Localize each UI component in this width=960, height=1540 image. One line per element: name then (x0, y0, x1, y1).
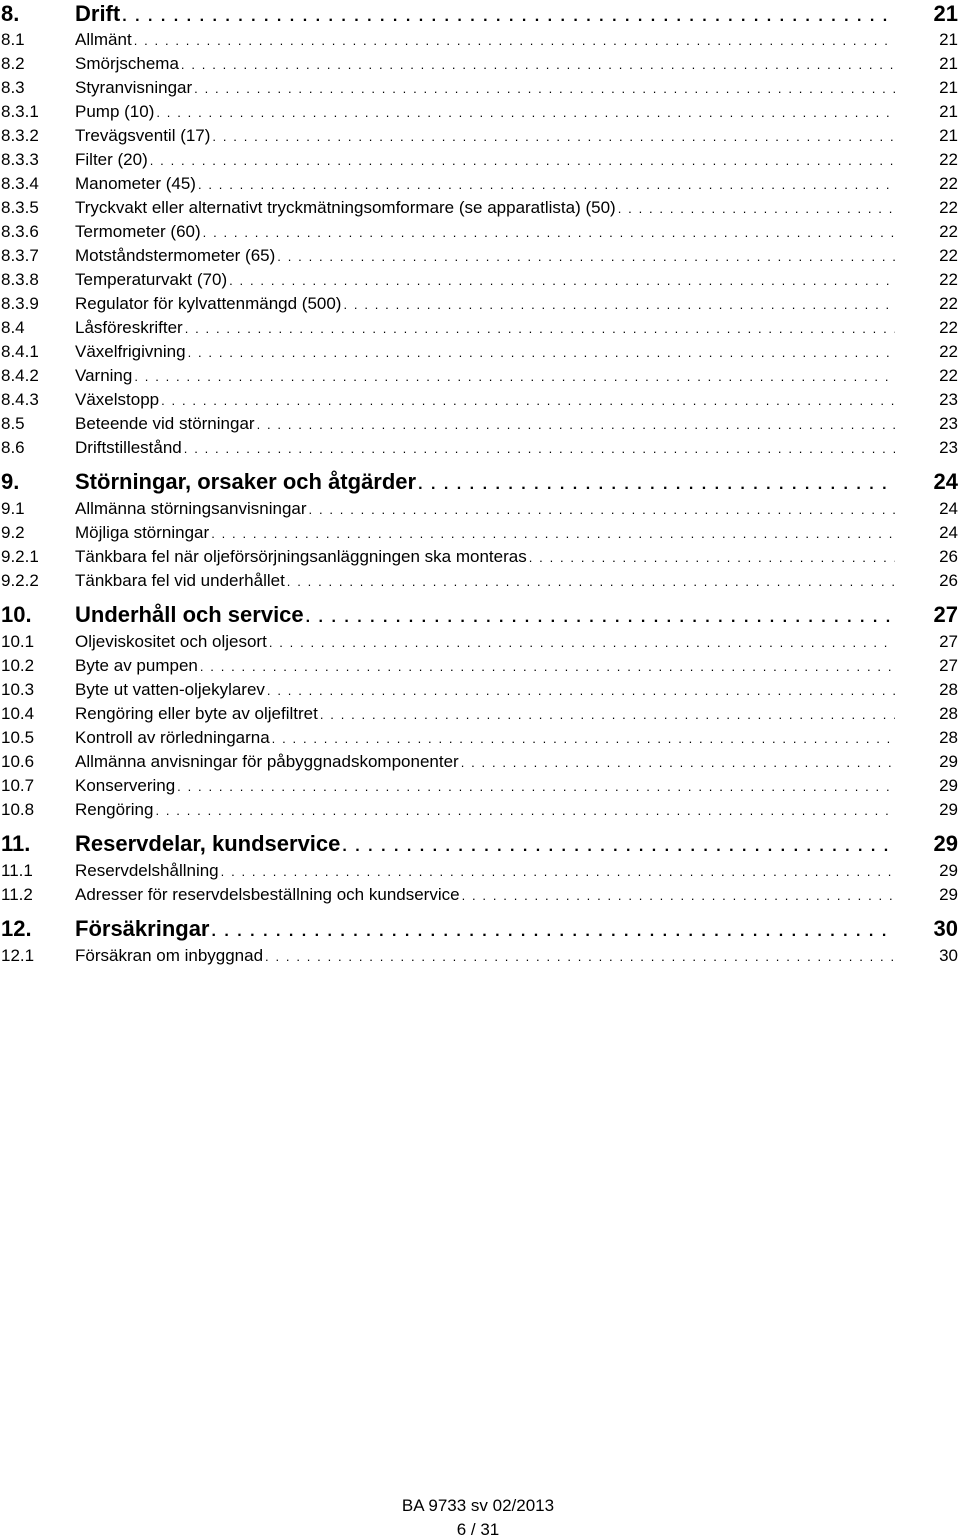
toc-dot-leader (203, 221, 895, 245)
toc-page-number: 29 (939, 800, 958, 819)
document-id: BA 9733 sv 02/2013 (401, 1496, 555, 1515)
toc-section-number: 8.6 (1, 438, 25, 457)
toc-section-title[interactable]: Allmänna störningsanvisningar (75, 499, 307, 518)
toc-title-line (75, 944, 895, 969)
toc-dot-leader (418, 471, 895, 499)
toc-page-number: 23 (939, 414, 958, 433)
toc-title-line (75, 702, 895, 727)
toc-page-number: 24 (933, 469, 958, 494)
toc-section-number: 11.1 (1, 861, 33, 880)
toc-entry-row[interactable] (0, 497, 960, 521)
toc-page-number: 22 (939, 366, 958, 385)
toc-section-title[interactable]: Allmänt (75, 30, 132, 49)
toc-title-line (75, 316, 895, 341)
toc-section-number: 8. (1, 1, 20, 26)
toc-entry-row[interactable] (0, 630, 960, 654)
toc-dot-leader (277, 245, 895, 269)
toc-title-line (75, 412, 895, 437)
toc-section-title[interactable]: Temperaturvakt (70) (75, 270, 228, 289)
toc-entry-row[interactable] (0, 521, 960, 545)
toc-section-title[interactable]: Driftstillestånd (75, 438, 182, 457)
toc-entry-row[interactable] (0, 436, 960, 460)
toc-section-number: 8.3.4 (1, 174, 39, 193)
toc-dot-leader (212, 918, 896, 946)
toc-section-number: 9. (1, 469, 20, 494)
toc-section-number: 9.2.2 (1, 571, 39, 590)
toc-title-line (75, 100, 895, 125)
toc-section-number: 9.2.1 (1, 547, 39, 566)
toc-entry-row[interactable] (0, 412, 960, 436)
toc-section-title[interactable]: Försäkringar (75, 916, 210, 941)
toc-section-title[interactable]: Regulator för kylvattenmängd (500) (75, 294, 342, 313)
toc-entry-row[interactable] (0, 220, 960, 244)
toc-section-title[interactable]: Reservdelar, kundservice (75, 831, 341, 856)
toc-section-title[interactable]: Oljeviskositet och oljesort (75, 632, 267, 651)
toc-dot-leader (194, 77, 895, 101)
toc-dot-leader (134, 365, 895, 389)
toc-dot-leader (221, 860, 895, 884)
toc-section-number: 8.3.6 (1, 222, 39, 241)
toc-chapter-row[interactable] (0, 915, 960, 943)
toc-section-number: 11.2 (1, 885, 33, 904)
toc-section-title[interactable]: Möjliga störningar (75, 523, 210, 542)
toc-section-title[interactable]: Konservering (75, 776, 176, 795)
toc-section-title[interactable]: Tänkbara fel vid underhållet (75, 571, 285, 590)
toc-dot-leader (265, 945, 895, 969)
toc-section-number: 12. (1, 916, 32, 941)
toc-dot-leader (343, 293, 895, 317)
toc-page-number: 30 (939, 946, 958, 965)
toc-page-number: 26 (939, 571, 958, 590)
toc-dot-leader (134, 29, 895, 53)
toc-page-number: 27 (939, 656, 958, 675)
toc-page-number: 28 (939, 728, 958, 747)
toc-section-title[interactable]: Motståndstermometer (65) (75, 246, 276, 265)
toc-page-number: 29 (939, 885, 958, 904)
toc-entry-row[interactable] (0, 244, 960, 268)
toc-section-title[interactable]: Byte ut vatten-oljekylarev (75, 680, 265, 699)
toc-section-number: 9.1 (1, 499, 25, 518)
toc-entry-row[interactable] (0, 364, 960, 388)
toc-entry-row[interactable] (0, 316, 960, 340)
toc-page-number: 22 (939, 174, 958, 193)
toc-section-number: 10.7 (1, 776, 35, 795)
toc-entry-row[interactable] (0, 124, 960, 148)
toc-section-title[interactable]: Rengöring eller byte av oljefiltret (75, 704, 318, 723)
toc-chapter-row[interactable] (0, 601, 960, 629)
toc-dot-leader (267, 679, 895, 703)
toc-page-number: 21 (939, 102, 958, 121)
toc-entry-row[interactable] (0, 774, 960, 798)
toc-entry-row[interactable] (0, 726, 960, 750)
toc-page-number: 21 (939, 54, 958, 73)
toc-section-title[interactable]: Reservdelshållning (75, 861, 219, 880)
toc-dot-leader (462, 884, 895, 908)
toc-entry-row[interactable] (0, 148, 960, 172)
toc-dot-leader (269, 631, 895, 655)
toc-page-number: 24 (939, 499, 958, 518)
toc-title-line (75, 497, 895, 522)
toc-section-title[interactable]: Manometer (45) (75, 174, 196, 193)
toc-page-number: 22 (939, 270, 958, 289)
toc-dot-leader (309, 498, 895, 522)
toc-dot-leader (212, 125, 895, 149)
toc-section-title[interactable]: Styranvisningar (75, 78, 193, 97)
toc-section-title[interactable]: Smörjschema (75, 54, 179, 73)
toc-dot-leader (155, 799, 895, 823)
toc-section-title[interactable]: Underhåll och service (75, 602, 304, 627)
toc-title-line (75, 268, 895, 293)
toc-entry-row[interactable] (0, 76, 960, 100)
toc-title-line (75, 859, 895, 884)
toc-section-title[interactable]: Kontroll av rörledningarna (75, 728, 270, 747)
toc-dot-leader (198, 173, 895, 197)
toc-section-number: 10.2 (1, 656, 35, 675)
toc-title-line (75, 830, 895, 861)
toc-section-title[interactable]: Adresser för reservdelsbeställning och kundservice (75, 885, 460, 904)
toc-page-number: 29 (933, 831, 958, 856)
toc-entry-row[interactable] (0, 28, 960, 52)
toc-dot-leader (177, 775, 895, 799)
toc-title-line (75, 148, 895, 173)
toc-title-line (75, 364, 895, 389)
toc-title-line (75, 883, 895, 908)
toc-section-number: 12.1 (1, 946, 35, 965)
toc-section-title[interactable]: Tryckvakt eller alternativt tryckmätningsomformare (se apparatlista) (50) (75, 198, 616, 217)
toc-page-number: 29 (939, 861, 958, 880)
toc-title-line (75, 0, 895, 31)
toc-section-number: 8.3.9 (1, 294, 39, 313)
toc-title-line (75, 798, 895, 823)
toc-title-line (75, 28, 895, 53)
toc-section-number: 8.2 (1, 54, 25, 73)
toc-dot-leader (461, 751, 895, 775)
toc-title-line (75, 569, 895, 594)
toc-section-title[interactable]: Varning (75, 366, 133, 385)
toc-dot-leader (150, 149, 895, 173)
toc-title-line (75, 388, 895, 413)
toc-section-number: 10.3 (1, 680, 35, 699)
toc-section-number: 8.3.2 (1, 126, 39, 145)
toc-section-number: 8.4.2 (1, 366, 39, 385)
toc-section-number: 8.3.5 (1, 198, 39, 217)
toc-section-number: 8.3.1 (1, 102, 39, 121)
toc-title-line (75, 601, 895, 632)
toc-section-number: 8.4 (1, 318, 25, 337)
toc-section-number: 10.8 (1, 800, 35, 819)
toc-page-number: 21 (933, 1, 958, 26)
toc-title-line (75, 172, 895, 197)
toc-section-number: 10. (1, 602, 32, 627)
toc-title-line (75, 52, 895, 77)
toc-dot-leader (272, 727, 895, 751)
toc-section-number: 10.5 (1, 728, 35, 747)
toc-title-line (75, 468, 895, 499)
toc-entry-row[interactable] (0, 52, 960, 76)
page-number: 6 / 31 (456, 1520, 500, 1539)
toc-page-number: 30 (933, 916, 958, 941)
toc-dot-leader (156, 101, 895, 125)
toc-page-number: 22 (939, 198, 958, 217)
toc-dot-leader (618, 197, 895, 221)
toc-section-title[interactable]: Drift (75, 1, 121, 26)
toc-title-line (75, 678, 895, 703)
toc-page-number: 23 (939, 438, 958, 457)
toc-entry-row[interactable] (0, 750, 960, 774)
toc-section-title[interactable]: Allmänna anvisningar för påbyggnadskomponenter (75, 752, 459, 771)
toc-entry-row[interactable] (0, 545, 960, 569)
toc-title-line (75, 340, 895, 365)
toc-section-title[interactable]: Trevägsventil (17) (75, 126, 211, 145)
toc-section-title[interactable]: Störningar, orsaker och åtgärder (75, 469, 417, 494)
toc-section-title[interactable]: Växelfrigivning (75, 342, 186, 361)
toc-dot-leader (185, 317, 895, 341)
toc-title-line (75, 220, 895, 245)
toc-dot-leader (181, 53, 895, 77)
toc-section-number: 8.3 (1, 78, 25, 97)
toc-title-line (75, 915, 895, 946)
toc-entry-row[interactable] (0, 654, 960, 678)
toc-entry-row[interactable] (0, 944, 960, 968)
toc-section-title[interactable]: Försäkran om inbyggnad (75, 946, 264, 965)
toc-section-number: 8.4.3 (1, 390, 39, 409)
toc-entry-row[interactable] (0, 702, 960, 726)
toc-dot-leader (257, 413, 895, 437)
toc-page-number: 29 (939, 776, 958, 795)
toc-section-number: 8.5 (1, 414, 25, 433)
toc-section-number: 11. (1, 831, 31, 856)
toc-section-number: 9.2 (1, 523, 25, 542)
toc-page-number: 22 (939, 342, 958, 361)
toc-section-title[interactable]: Beteende vid störningar (75, 414, 255, 433)
toc-title-line (75, 196, 895, 221)
toc-title-line (75, 774, 895, 799)
toc-page-number: 22 (939, 318, 958, 337)
toc-entry-row[interactable] (0, 859, 960, 883)
toc-page-number: 29 (939, 752, 958, 771)
toc-title-line (75, 545, 895, 570)
toc-title-line (75, 244, 895, 269)
toc-page-number: 27 (939, 632, 958, 651)
toc-section-title[interactable]: Låsföreskrifter (75, 318, 183, 337)
toc-entry-row[interactable] (0, 798, 960, 822)
toc-section-title[interactable]: Filter (20) (75, 150, 148, 169)
toc-section-number: 8.3.3 (1, 150, 39, 169)
toc-section-number: 10.1 (1, 632, 35, 651)
toc-entry-row[interactable] (0, 292, 960, 316)
toc-dot-leader (287, 570, 895, 594)
toc-page-number: 22 (939, 246, 958, 265)
toc-page-number: 22 (939, 294, 958, 313)
toc-entry-row[interactable] (0, 196, 960, 220)
toc-section-number: 8.3.8 (1, 270, 39, 289)
toc-dot-leader (122, 3, 895, 31)
toc-dot-leader (320, 703, 895, 727)
toc-section-number: 8.1 (1, 30, 25, 49)
toc-entry-row[interactable] (0, 569, 960, 593)
toc-page-number: 28 (939, 704, 958, 723)
toc-section-title[interactable]: Pump (10) (75, 102, 155, 121)
toc-chapter-row[interactable] (0, 0, 960, 28)
toc-entry-row[interactable] (0, 268, 960, 292)
toc-title-line (75, 726, 895, 751)
toc-section-title[interactable]: Byte av pumpen (75, 656, 198, 675)
toc-page-number: 24 (939, 523, 958, 542)
toc-title-line (75, 654, 895, 679)
toc-page-number: 23 (939, 390, 958, 409)
toc-section-number: 10.6 (1, 752, 35, 771)
toc-entry-row[interactable] (0, 388, 960, 412)
toc-dot-leader (188, 341, 895, 365)
toc-section-title[interactable]: Växelstopp (75, 390, 160, 409)
toc-dot-leader (184, 437, 895, 461)
toc-dot-leader (200, 655, 895, 679)
toc-section-number: 10.4 (1, 704, 35, 723)
toc-title-line (75, 436, 895, 461)
toc-entry-row[interactable] (0, 883, 960, 907)
toc-title-line (75, 76, 895, 101)
toc-dot-leader (342, 833, 895, 861)
toc-chapter-row[interactable] (0, 830, 960, 858)
toc-section-title[interactable]: Termometer (60) (75, 222, 201, 241)
toc-section-title[interactable]: Tänkbara fel när oljeförsörjningsanläggningen ska monteras (75, 547, 527, 566)
toc-page-number: 22 (939, 222, 958, 241)
toc-dot-leader (161, 389, 895, 413)
toc-section-number: 8.3.7 (1, 246, 39, 265)
toc-title-line (75, 630, 895, 655)
toc-title-line (75, 124, 895, 149)
toc-dot-leader (211, 522, 895, 546)
toc-title-line (75, 750, 895, 775)
toc-chapter-row[interactable] (0, 468, 960, 496)
toc-entry-row[interactable] (0, 340, 960, 364)
toc-page-number: 28 (939, 680, 958, 699)
toc-entry-row[interactable] (0, 678, 960, 702)
toc-title-line (75, 521, 895, 546)
toc-dot-leader (306, 604, 895, 632)
toc-entry-row[interactable] (0, 100, 960, 124)
toc-page-number: 21 (939, 78, 958, 97)
toc-page-number: 27 (933, 602, 958, 627)
toc-page-number: 21 (939, 126, 958, 145)
toc-page-number: 21 (939, 30, 958, 49)
toc-dot-leader (529, 546, 895, 570)
toc-section-title[interactable]: Rengöring (75, 800, 154, 819)
toc-title-line (75, 292, 895, 317)
toc-page-number: 22 (939, 150, 958, 169)
toc-entry-row[interactable] (0, 172, 960, 196)
toc-section-number: 8.4.1 (1, 342, 39, 361)
toc-dot-leader (229, 269, 895, 293)
toc-page-number: 26 (939, 547, 958, 566)
